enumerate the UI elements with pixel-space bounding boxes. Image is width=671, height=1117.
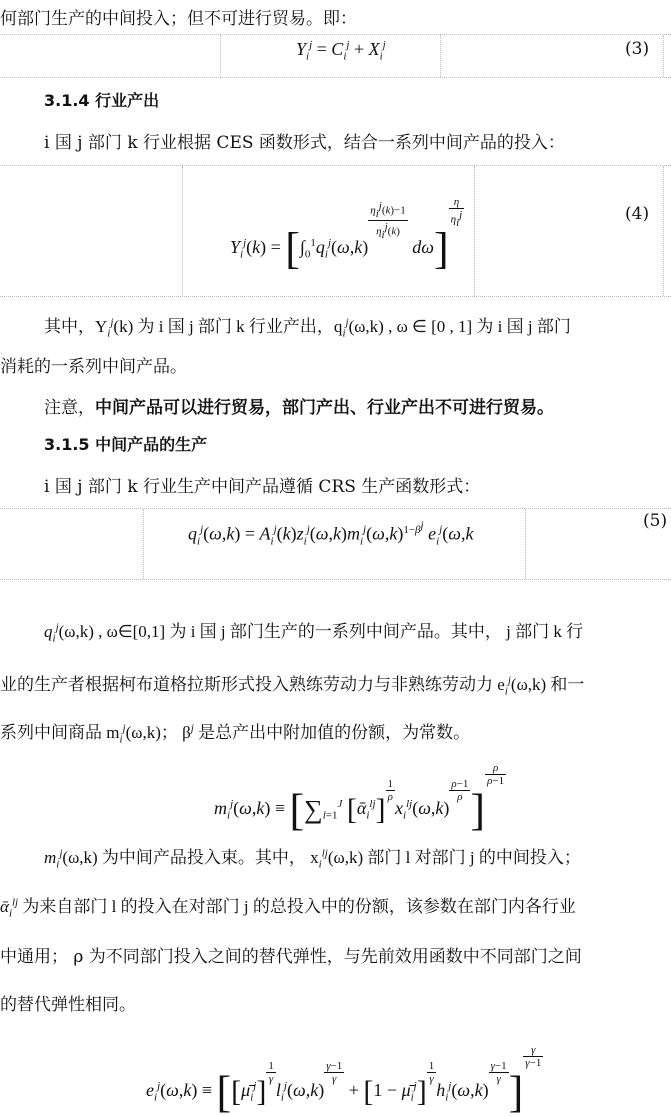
text-line-2: i 国 j 部门 k 行业根据 CES 函数形式，结合一系列中间产品的投入： xyxy=(44,133,565,153)
text-line-10: $m_i^j(\omega,k)$ 为中间产品投入束。其中， $x_i^{lj}(\omega,k)$ 部门 l 对部门 j 的中间投入； xyxy=(44,847,581,871)
section-heading-3-1-4: 3.1.4 行业产出 xyxy=(44,91,160,110)
text-line-8: 业的生产者根据柯布道格拉斯形式投入熟练劳动力与非熟练劳动力 $e_i^j(\omega,k)$ 和一 xyxy=(0,674,585,698)
text-line-3: 其中，$Y_i^j(k)$ 为 i 国 j 部门 k 行业产出，$q_i^j(\omega,k)$ , ω ∈ [0 , 1] 为 i 国 j 部门 xyxy=(44,316,571,340)
equation-5: $q_i^j(\omega,k) = A_i^j(k)z_i^j(\omega,k)m_i^j(\omega,k)^{1-\beta^j}$ $e_i^j(\omega,k$ xyxy=(188,519,474,548)
equation-number-4: (4) xyxy=(625,204,650,224)
text-line-4: 消耗的一系列中间产品。 xyxy=(0,357,187,377)
text-line-9: 系列中间商品 $m_i^j(\omega,k)$； $\beta^j$ 是总产出中附加值的份额，为常数。 xyxy=(0,722,471,746)
text-line-13: 的替代弹性相同。 xyxy=(0,995,136,1015)
text-line-6: i 国 j 部门 k 行业生产中间产品遵循 CRS 生产函数形式： xyxy=(44,477,481,497)
equation-m: $m_i^j(\omega,k) \equiv [\sum_{l=1}^J$ [ᾱ$_i^{lj}$] $\frac{1}{\rho}$ $x_i^{lj}(\omega,k)$ $\frac{\rho-1}{\rho}$ ] $\frac{\rho}{\rho-1}$ xyxy=(214,762,505,835)
text-line-5: 注意，中间产品可以进行贸易，部门产出、行业产出不可进行贸易。 xyxy=(44,398,554,418)
equation-4-box xyxy=(0,165,671,297)
equation-3-box xyxy=(0,34,671,78)
equation-4: $Y_i^j(k) = [\int_0^1q_i^j(\omega,k)$ $\frac{\eta_i^j(k)-1}{\eta_i^j(k)}$ dω] $\frac{\eta}{\eta_i^j}$ xyxy=(230,196,463,274)
equation-3: $Y_i^j = C_i^j + X_i^j$ xyxy=(296,39,386,63)
text-line-7: $q_i^j(\omega,k)$ , ω∈[0,1] 为 i 国 j 部门生产的一系列中间产品。其中， j 部门 k 行 xyxy=(44,621,584,645)
equation-5-box xyxy=(0,508,671,580)
equation-e: $e_i^j(\omega,k)$ ≡ [$[\mū_i^j]$ $\frac{1}{\gamma}$ $l_i^j(\omega,k)$ $\frac{\gamma-1}{\gamma}$ + $[1 - \mū_i^j]$ $\frac{1}{\gamma}$ $h_i^j(\omega,k)$ $\frac{\gamma-1}{\gamma}$ ] $\frac{\gamma}{\gamma-1}$ xyxy=(146,1044,542,1117)
text-line-1: 何部门生产的中间投入；但不可进行贸易。即： xyxy=(0,9,357,29)
equation-number-5: (5) xyxy=(643,511,668,531)
text-line-12: 中通用； ρ 为不同部门投入之间的替代弹性，与先前效用函数中不同部门之间 xyxy=(0,947,582,967)
text-line-11: ᾱ$_i^{lj}$ 为来自部门 l 的投入在对部门 j 的总投入中的份额，该参数在部门内各行业 xyxy=(0,896,576,920)
equation-number-3: (3) xyxy=(625,39,650,59)
section-heading-3-1-5: 3.1.5 中间产品的生产 xyxy=(44,435,208,454)
